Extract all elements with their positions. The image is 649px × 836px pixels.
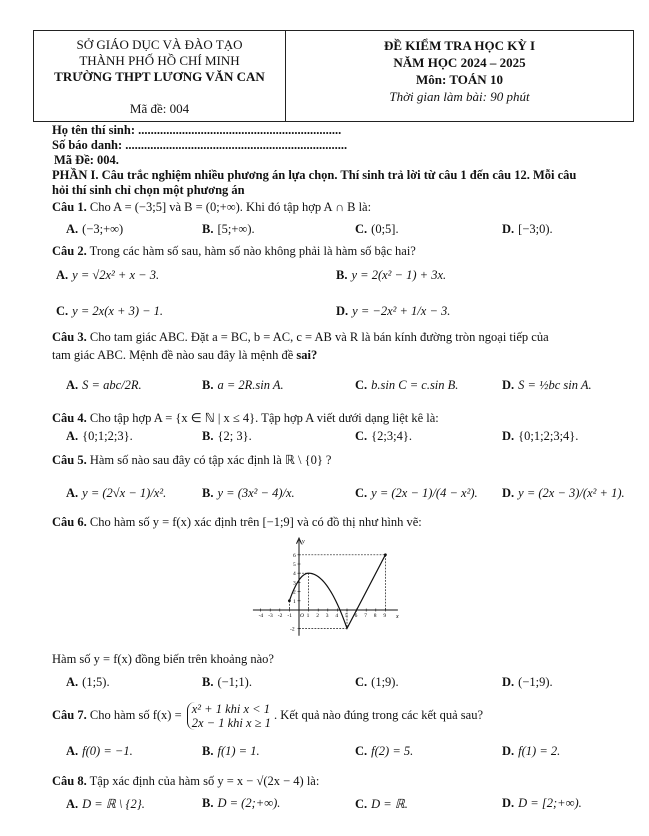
school-info [34, 31, 286, 121]
option-letter: C. [355, 797, 368, 811]
option-text: y = 2(x² − 1) + 3x. [351, 268, 447, 282]
question-emphasis: sai? [296, 348, 318, 362]
question-label: Câu 7. [52, 707, 87, 722]
x-tick-label: 2 [316, 613, 319, 619]
option-letter: B. [202, 378, 214, 392]
y-tick-label: 5 [293, 562, 296, 568]
q7-option-c[interactable] [355, 744, 413, 759]
piecewise-function [187, 702, 271, 730]
q6-option-c[interactable] [355, 675, 399, 690]
q7-option-a[interactable] [66, 744, 133, 759]
option-text: (−3;+∞) [82, 222, 124, 236]
option-letter: D. [502, 796, 515, 810]
x-tick-label: -3 [268, 613, 273, 619]
option-text: {2;3;4}. [371, 429, 412, 443]
option-text: {2; 3}. [217, 429, 252, 443]
q3-option-c[interactable] [355, 378, 458, 393]
q4-option-d[interactable] [502, 429, 578, 444]
option-letter: B. [202, 796, 214, 810]
q1-option-d[interactable] [502, 222, 553, 237]
option-letter: D. [502, 378, 515, 392]
q7-option-d[interactable] [502, 744, 560, 759]
x-tick-label: -1 [287, 613, 292, 619]
option-letter: C. [355, 486, 368, 500]
time-limit: Thời gian làm bài: 90 phút [389, 89, 530, 104]
option-letter: A. [66, 744, 79, 758]
question-text: . Kết quả nào đúng trong các kết quả sau? [274, 707, 484, 722]
x-tick-label: 4 [335, 613, 339, 619]
option-text: {0;1;2;3}. [82, 429, 133, 443]
option-text: y = (2√x − 1)/x². [82, 486, 167, 500]
x-tick-label: 7 [364, 613, 367, 619]
question-text: Trong các hàm số sau, hàm số nào không phải là hàm số bậc hai? [89, 244, 416, 258]
option-letter: A. [66, 429, 79, 443]
x-tick-label: 3 [325, 613, 329, 619]
q8-option-c[interactable] [355, 796, 408, 812]
option-text: D = ℝ. [371, 797, 408, 811]
option-letter: B. [202, 222, 214, 236]
option-text: (−1;1). [217, 675, 252, 689]
exam-code-header: Mã đề: 004 [129, 101, 190, 116]
y-tick-label: 1 [293, 598, 296, 605]
question-label: Câu 8. [52, 774, 87, 788]
option-text: [−3;0). [518, 222, 553, 236]
question-3 [52, 330, 549, 345]
x-tick-label: 5 [345, 613, 348, 619]
option-text: y = (3x² − 4)/x. [217, 486, 295, 500]
option-text: y = √2x² + x − 3. [72, 268, 160, 282]
department-name: SỞ GIÁO DỤC VÀ ĐÀO TẠO [76, 37, 243, 52]
option-letter: C. [355, 675, 368, 689]
option-text: (1;5). [82, 675, 110, 689]
case-2: 2x − 1 khi x ≥ 1 [191, 716, 271, 730]
option-text: y = 2x(x + 3) − 1. [72, 304, 164, 318]
question-1 [52, 200, 371, 215]
x-tick-label: 1 [306, 613, 310, 619]
question-8 [52, 774, 319, 789]
q8-option-b[interactable] [202, 796, 280, 811]
option-text: S = ½bc sin A. [518, 378, 592, 392]
q8-option-d[interactable] [502, 796, 582, 811]
exam-header [33, 30, 634, 122]
q3-option-a[interactable] [66, 378, 142, 393]
q6-option-b[interactable] [202, 675, 252, 690]
school-year: NĂM HỌC 2024 – 2025 [393, 55, 526, 70]
x-axis-label: x [395, 614, 399, 620]
q1-option-b[interactable] [202, 222, 255, 237]
section-title-cont: hỏi thí sinh chỉ chọn một phương án [52, 183, 245, 197]
q6-option-a[interactable] [66, 675, 110, 690]
option-text: f(1) = 1. [217, 744, 260, 758]
y-tick-label: -2 [290, 626, 295, 633]
x-tick-label: -2 [277, 613, 283, 619]
exam-info [286, 31, 633, 121]
x-tick-label: 6 [354, 613, 358, 619]
option-text: (0;5]. [371, 222, 399, 236]
option-letter: A. [66, 797, 79, 811]
x-tick-label: -4 [258, 613, 264, 619]
option-text: y = (2x − 1)/(4 − x²). [371, 486, 478, 500]
option-letter: B. [202, 486, 214, 500]
question-text: tam giác ABC. Mệnh đề nào sau đây là mệnh đề [52, 348, 294, 362]
option-letter: C. [355, 429, 368, 443]
option-text: f(2) = 5. [371, 744, 414, 758]
q1-option-a[interactable] [66, 222, 123, 237]
exam-code: Mã Đề: 004. [54, 153, 119, 167]
option-letter: D. [502, 222, 515, 236]
y-tick-label: 6 [293, 552, 296, 559]
option-text: y = (2x − 3)/(x² + 1). [518, 486, 625, 500]
option-letter: D. [502, 675, 515, 689]
case-1: x² + 1 khi x < 1 [191, 702, 270, 716]
option-letter: D. [336, 304, 349, 318]
option-text: D = [2;+∞). [518, 796, 582, 810]
question-label: Câu 6. [52, 515, 87, 529]
option-letter: D. [502, 486, 515, 500]
q2-option-c[interactable] [56, 304, 163, 319]
option-letter: C. [355, 222, 368, 236]
option-text: [5;+∞). [217, 222, 255, 236]
q2-option-d[interactable] [336, 304, 450, 319]
option-text: f(1) = 2. [518, 744, 561, 758]
subject: Môn: TOÁN 10 [416, 72, 503, 87]
question-6-prompt: Hàm số y = f(x) đồng biến trên khoảng nào? [52, 652, 274, 666]
q5-option-a[interactable] [66, 486, 166, 501]
option-letter: B. [202, 429, 214, 443]
option-letter: A. [66, 378, 79, 392]
option-text: b.sin C = c.sin B. [371, 378, 459, 392]
question-text: Tập xác định của hàm số y = x − √(2x − 4) là: [89, 774, 320, 788]
question-text: Cho hàm số y = f(x) xác định trên [−1;9] và có đồ thị như hình vẽ: [89, 515, 422, 529]
y-tick-label: 4 [293, 571, 296, 578]
option-letter: C. [355, 378, 368, 392]
q3-option-d[interactable] [502, 378, 592, 393]
option-letter: C. [355, 744, 368, 758]
option-letter: B. [336, 268, 348, 282]
q5-option-c[interactable] [355, 486, 478, 501]
option-text: {0;1;2;3;4}. [518, 429, 579, 443]
option-letter: C. [56, 304, 69, 318]
option-letter: B. [202, 744, 214, 758]
q4-option-c[interactable] [355, 429, 412, 444]
y-tick-label: 3 [293, 580, 296, 587]
option-letter: D. [502, 429, 515, 443]
option-letter: B. [202, 675, 214, 689]
x-tick-label: O [300, 613, 304, 619]
student-id-field: Số báo danh: ....................................................................... [52, 138, 348, 152]
question-5 [52, 452, 332, 468]
option-letter: D. [502, 744, 515, 758]
exam-title: ĐỀ KIỂM TRA HỌC KỲ I [383, 38, 536, 53]
option-text: D = ℝ \ {2}. [82, 797, 145, 811]
question-text: Cho tam giác ABC. Đặt a = BC, b = AC, c = AB và R là bán kính đường tròn ngoại tiếp của [89, 330, 549, 344]
question-text: Cho hàm số f(x) = [89, 707, 182, 722]
city-name: THÀNH PHỐ HỒ CHÍ MINH [79, 53, 240, 68]
x-tick-label: 9 [383, 613, 387, 619]
question-4 [52, 410, 439, 426]
q2-option-a[interactable] [56, 268, 159, 283]
x-tick-label: 8 [373, 613, 377, 619]
question-label: Câu 5. [52, 453, 87, 467]
function-graph [250, 528, 400, 646]
question-text: Cho A = (−3;5] và B = (0;+∞). Khi đó tập hợp A ∩ B là: [89, 200, 372, 214]
option-text: (−1;9). [518, 675, 553, 689]
q4-option-b[interactable] [202, 429, 252, 444]
question-text: Cho tập hợp A = {x ∈ ℕ | x ≤ 4}. Tập hợp A viết dưới dạng liệt kê là: [89, 411, 439, 425]
option-letter: A. [66, 675, 79, 689]
question-text: Hàm số nào sau đây có tập xác định là ℝ \ {0} ? [89, 453, 332, 467]
option-text: a = 2R.sin A. [217, 378, 284, 392]
question-label: Câu 2. [52, 244, 87, 258]
q6-option-d[interactable] [502, 675, 553, 690]
y-axis-label: y [302, 538, 305, 545]
option-letter: A. [56, 268, 69, 282]
option-text: y = −2x² + 1/x − 3. [352, 304, 451, 318]
option-letter: A. [66, 222, 79, 236]
q5-option-b[interactable] [202, 486, 295, 501]
question-label: Câu 4. [52, 411, 87, 425]
question-2 [52, 244, 416, 259]
q3-option-b[interactable] [202, 378, 284, 393]
q4-option-a[interactable] [66, 429, 133, 444]
question-7 [52, 702, 483, 730]
q1-option-c[interactable] [355, 222, 399, 237]
question-label: Câu 3. [52, 330, 87, 344]
question-label: Câu 1. [52, 200, 87, 214]
school-name: TRƯỜNG THPT LƯƠNG VĂN CAN [54, 69, 265, 84]
start-point [288, 599, 291, 602]
guide-max [299, 555, 385, 610]
q8-option-a[interactable] [66, 796, 145, 812]
section-title: PHẦN I. Câu trắc nghiệm nhiều phương án lựa chọn. Thí sinh trả lời từ câu 1 đến câu 12. Mỗi câu [52, 168, 577, 182]
option-letter: A. [66, 486, 79, 500]
option-text: f(0) = −1. [82, 744, 133, 758]
y-tick-label: 2 [293, 589, 296, 596]
q2-option-b[interactable] [336, 268, 446, 283]
student-name-field: Họ tên thí sinh: ................................................................. [52, 123, 342, 137]
q7-option-b[interactable] [202, 744, 260, 759]
end-point [384, 553, 387, 556]
option-text: (1;9). [371, 675, 399, 689]
q5-option-d[interactable] [502, 486, 625, 501]
option-text: D = (2;+∞). [217, 796, 281, 810]
option-text: S = abc/2R. [82, 378, 142, 392]
question-3-cont [52, 348, 317, 363]
